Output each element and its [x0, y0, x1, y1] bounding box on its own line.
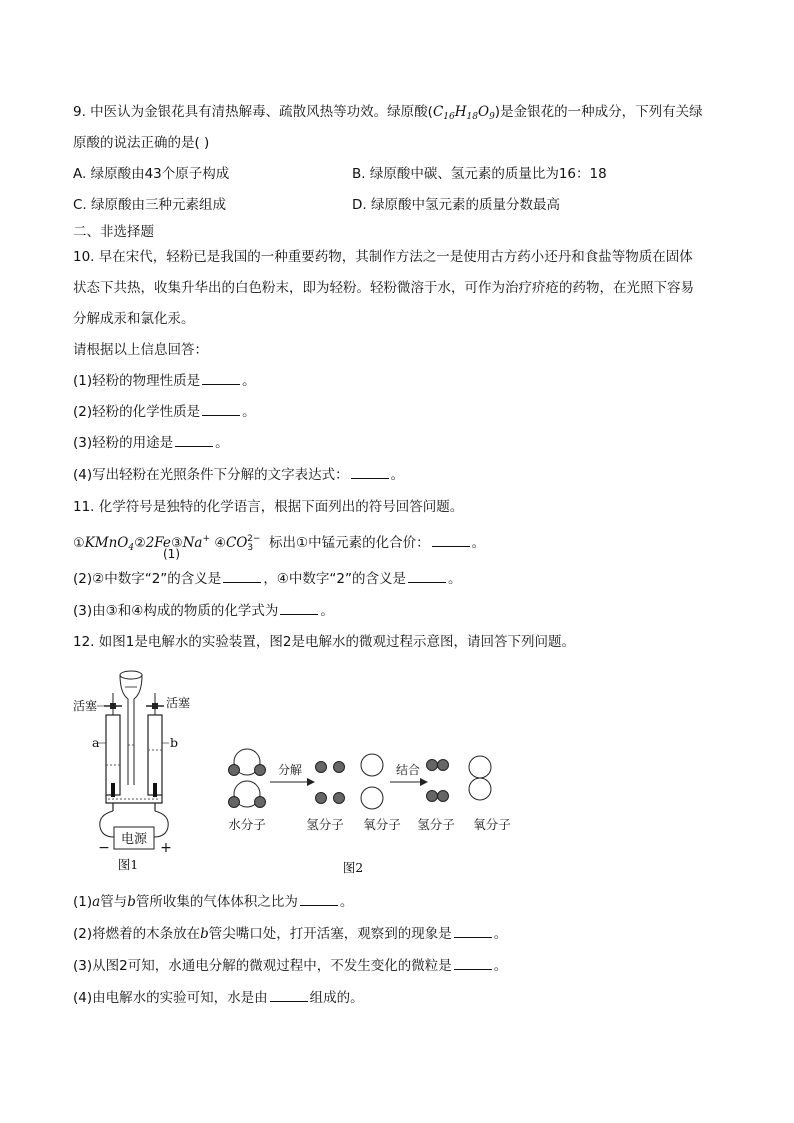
q11-sub3: (3)由③和④构成的物质的化学式为 。: [73, 603, 334, 619]
figure-1-electrolysis-apparatus: [68, 665, 208, 880]
combine-label: 结合: [395, 763, 421, 777]
answer-blank[interactable]: [202, 403, 240, 416]
answer-blank[interactable]: [175, 434, 213, 447]
q12-sub3: (3)从图2可知，水通电分解的微观过程中，不发生变化的微粒是 。: [73, 958, 508, 974]
tube-b-label: b: [170, 735, 179, 750]
figure-1-caption: 图1: [117, 857, 139, 872]
tube-a-label: a: [92, 735, 100, 750]
formula-chlorogenic-acid: $C_{16}H_{18}O_9$: [432, 104, 495, 122]
q11-stem: 11. 化学符号是独特的化学语言，根据下面列出的符号回答问题。: [73, 499, 464, 515]
q10-prompt: 请根据以上信息回答：: [73, 342, 208, 358]
q10-sub1: (1)轻粉的物理性质是 。: [73, 373, 256, 389]
q10-stem-line1: 10. 早在宋代，轻粉已是我国的一种重要药物，其制作方法之一是使用古方药小还丹和食盐等物质在固体: [73, 249, 693, 265]
answer-blank[interactable]: [280, 602, 318, 615]
q12-stem: 12. 如图1是电解水的实验装置，图2是电解水的微观过程示意图，请回答下列问题。: [73, 634, 575, 650]
hydrogen-molecule-label: 氢分子: [417, 817, 455, 832]
q10-sub3: (3)轻粉的用途是 。: [73, 435, 229, 451]
q10-sub2: (2)轻粉的化学性质是 。: [73, 404, 256, 420]
q11-symbols-line: ①KMnO$_4$②2Fe③Na+ $④CO_3^{2-}$ 标出①中锰元素的化合价： 。: [73, 534, 486, 553]
answer-blank[interactable]: [300, 893, 338, 906]
plus-sign: +: [160, 840, 172, 856]
q10-stem-line3: 分解成汞和氯化汞。: [73, 311, 195, 327]
q9-option-b[interactable]: B. 绿原酸中碳、氢元素的质量比为16：18: [352, 166, 607, 182]
answer-blank[interactable]: [202, 372, 240, 385]
q9-option-c[interactable]: C. 绿原酸由三种元素组成: [73, 197, 227, 213]
answer-blank[interactable]: [223, 570, 261, 583]
stopcock-left-label: 活塞: [73, 699, 98, 713]
q10-stem-line2: 状态下共热，收集升华出的白色粉末，即为轻粉。轻粉微溶于水，可作为治疗疥疮的药物，在光照下容易: [73, 280, 694, 296]
figure-2-caption: 图2: [342, 860, 364, 875]
figure-2-microscopic-process: [220, 740, 530, 880]
answer-blank[interactable]: [351, 466, 389, 479]
q11-sub-number: (1): [163, 547, 180, 561]
q9-option-a[interactable]: A. 绿原酸由43个原子构成: [73, 166, 230, 182]
q12-sub1: (1)a管与b管所收集的气体体积之比为 。: [73, 894, 354, 910]
answer-blank[interactable]: [454, 957, 492, 970]
hydrogen-atom-label: 氢分子: [306, 817, 344, 832]
q10-sub4: (4)写出轻粉在光照条件下分解的文字表达式： 。: [73, 467, 405, 483]
minus-sign: −: [98, 840, 110, 856]
water-molecule-label: 水分子: [228, 817, 266, 832]
answer-blank[interactable]: [432, 534, 470, 547]
power-supply-label: 电源: [120, 832, 148, 847]
answer-blank[interactable]: [270, 989, 308, 1002]
stopcock-right-label: 活塞: [166, 696, 191, 710]
q9-stem-line2: 原酸的说法正确的是( ): [73, 135, 210, 151]
oxygen-atom-label: 氧分子: [363, 817, 401, 832]
q9-stem-line1: 9. 中医认为金银花具有清热解毒、疏散风热等功效。绿原酸$(C_{16}H_{18}O_9)$是金银花的一种成分，下列有关绿: [73, 104, 703, 122]
answer-blank[interactable]: [454, 925, 492, 938]
q12-sub4: (4)由电解水的实验可知，水是由 组成的。: [73, 990, 364, 1006]
answer-blank[interactable]: [408, 570, 446, 583]
decompose-label: 分解: [277, 763, 303, 777]
q9-option-d[interactable]: D. 绿原酸中氢元素的质量分数最高: [352, 197, 560, 213]
oxygen-molecule-label: 氧分子: [473, 817, 511, 832]
q11-sub2: (2)②中数字“2”的含义是 ，④中数字“2”的含义是 。: [73, 571, 462, 587]
q12-sub2: (2)将燃着的木条放在b管尖嘴口处，打开活塞，观察到的现象是 。: [73, 926, 508, 942]
section-heading: 二、非选择题: [73, 224, 154, 240]
